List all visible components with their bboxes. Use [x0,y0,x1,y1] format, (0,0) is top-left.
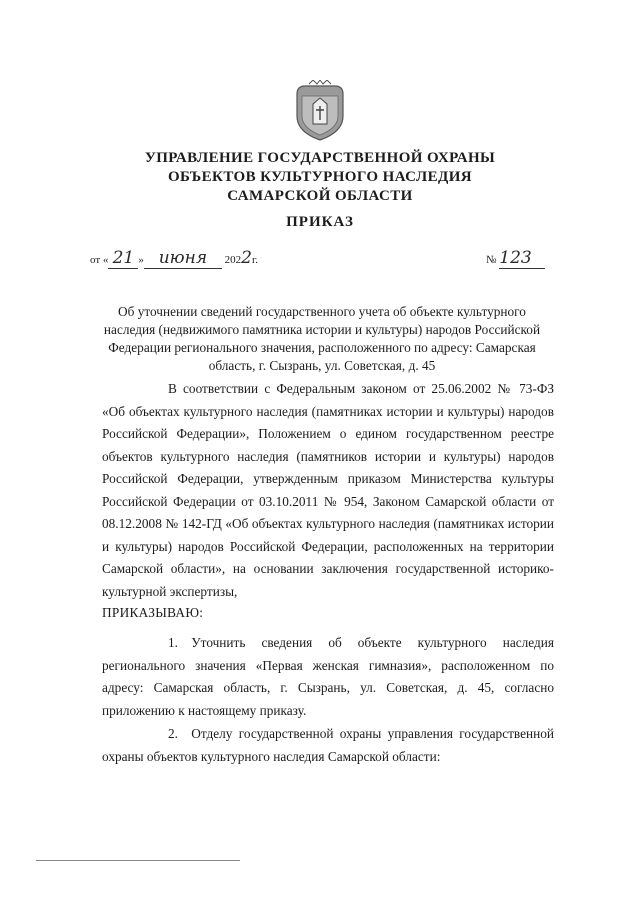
order-item: 2. Отделу государственной охраны управления государственной охраны объектов культурного наследия Самарской области: [102,726,554,764]
date-year-prefix: 202 [224,254,242,266]
order-number: 123 [499,248,545,269]
date-year-suffix: 2 [241,248,252,268]
date-quote: » [138,254,144,266]
samara-coat-of-arms-icon [291,80,349,142]
item-2-block [102,723,554,768]
order-subject [88,303,556,375]
order-number-line [486,248,545,269]
subject-line: Об уточнении сведений государственного учета об объекте культурного [118,304,526,319]
date-line [90,248,258,269]
subject-line: область, г. Сызрань, ул. Советская, д. 45 [208,358,436,373]
date-suffix: г. [252,254,259,266]
date-day: 21 [108,248,138,269]
order-command: ПРИКАЗЫВАЮ: [102,605,204,620]
subject-line: Федерации регионального значения, расположенного по адресу: Самарская [108,340,536,355]
number-label: № [486,254,497,266]
preamble-block [102,378,554,603]
org-name-line-1: УПРАВЛЕНИЕ ГОСУДАРСТВЕННОЙ ОХРАНЫ [144,150,496,166]
subject-line: наследия (недвижимого памятника истории и культуры) народов Российской [103,322,541,337]
preamble-paragraph: В соответствии с Федеральным законом от 25.06.2002 № 73-ФЗ «Об объектах культурного наследия (памятниках истории и культуры) народов Российской Федерации», Положением о едином государственном реестре объектов культурного наследия (памятников истории и культуры) народов Российской Федерации, утвержденным приказом Министерства культуры Российской Федерации от 03.10.2011 № 954, Законом Самарской области от 08.12.2008 № 142-ГД «Об объектах культурного наследия (памятниках истории и культуры) народов Российской Федерации, расположенных на территории Самарской области», на основании заключения государственной историко-культурной экспертизы, [102,381,554,599]
document-title: ПРИКАЗ [286,214,354,230]
date-month: июня [144,248,222,269]
footnote-divider [36,860,240,861]
org-name-line-3: САМАРСКОЙ ОБЛАСТИ [227,188,413,204]
org-name-line-2: ОБЪЕКТОВ КУЛЬТУРНОГО НАСЛЕДИЯ [167,169,473,185]
date-prefix: от « [90,254,109,266]
item-1-block [102,632,554,722]
order-item: 1. Уточнить сведения об объекте культурного наследия регионального значения «Первая женская гимназия», расположенном по адресу: Самарская область, г. Сызрань, ул. Советская, д. 45, согласно приложению к настоящему приказу. [102,635,554,718]
